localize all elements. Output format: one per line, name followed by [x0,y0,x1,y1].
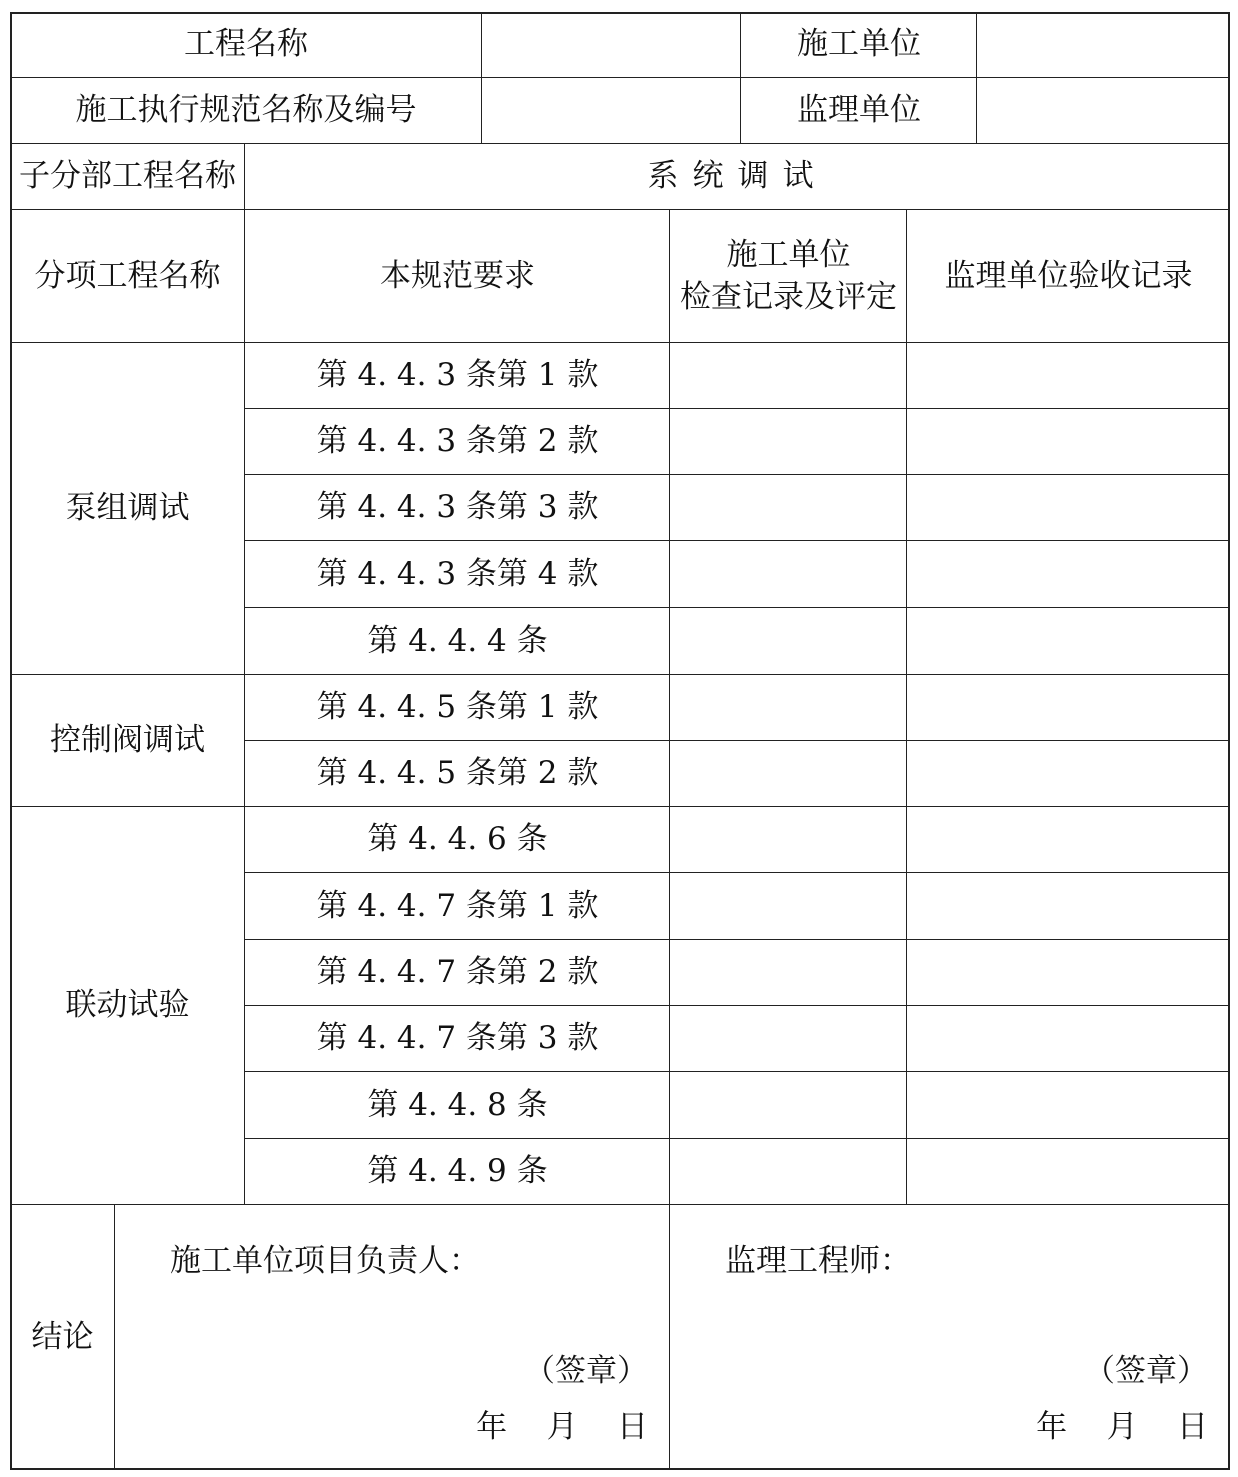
contractor-record-cell[interactable] [670,343,907,409]
sub-division-label: 子分部工程名称 [19,158,236,195]
grid-line [10,342,1230,343]
grid-line [245,872,1230,873]
requirement-cell: 第 4. 4. 3 条第 4 款 [316,555,599,592]
grid-line [10,143,1230,144]
requirement-cell: 第 4. 4. 7 条第 2 款 [316,954,599,991]
grid-line [10,209,1230,210]
supervisor-record-cell[interactable] [907,1072,1230,1139]
column-header-contractor-check-line2: 检查记录及评定 [680,278,897,315]
grid-line [10,77,1230,78]
contractor-seal-label: （签章） [524,1353,648,1389]
supervisor-record-cell[interactable] [907,1139,1230,1205]
column-header-contractor-check [670,210,907,343]
grid-line [114,1205,115,1470]
requirement-cell: 第 4. 4. 7 条第 1 款 [316,887,599,924]
grid-line [10,806,1230,807]
contractor-record-cell[interactable] [670,741,907,807]
requirement-cell: 第 4. 4. 8 条 [367,1086,548,1123]
contractor-record-cell[interactable] [670,675,907,741]
supervisor-record-cell[interactable] [907,940,1230,1006]
supervisor-record-cell[interactable] [907,343,1230,409]
group-name-control-valve: 控制阀调试 [50,722,205,759]
column-header-supervisor-record: 监理单位验收记录 [944,257,1193,294]
contractor-record-cell[interactable] [670,475,907,541]
contractor-signer-label: 施工单位项目负责人： [170,1243,480,1279]
requirement-cell: 第 4. 4. 6 条 [367,821,548,858]
contractor-record-cell[interactable] [670,1072,907,1139]
requirement-cell: 第 4. 4. 7 条第 3 款 [316,1020,599,1057]
grid-line [976,12,977,144]
requirement-cell: 第 4. 4. 4 条 [367,622,548,659]
requirement-cell: 第 4. 4. 3 条第 1 款 [316,357,599,394]
supervisor-record-cell[interactable] [907,475,1230,541]
grid-line [10,1204,1230,1205]
supervisor-record-cell[interactable] [907,675,1230,741]
supervisor-record-cell[interactable] [907,608,1230,675]
contractor-record-cell[interactable] [670,807,907,873]
grid-line [244,144,245,1205]
contractor-date-label: 年 月 日 [476,1409,648,1445]
column-header-item-name: 分项工程名称 [34,257,221,294]
grid-line [245,474,1230,475]
grid-line [10,674,1230,675]
supervisor-value[interactable] [977,78,1230,144]
grid-line [245,607,1230,608]
grid-line [740,12,741,144]
requirement-cell: 第 4. 4. 3 条第 2 款 [316,423,599,460]
contractor-record-cell[interactable] [670,1139,907,1205]
grid-line [245,540,1230,541]
conclusion-label: 结论 [31,1318,94,1355]
spec-value[interactable] [482,78,741,144]
requirement-cell: 第 4. 4. 3 条第 3 款 [316,489,599,526]
contractor-label: 施工单位 [797,26,921,63]
column-header-contractor-check-line1: 施工单位 [726,236,851,273]
contractor-value[interactable] [977,12,1230,78]
requirement-cell: 第 4. 4. 9 条 [367,1153,548,1190]
contractor-record-cell[interactable] [670,940,907,1006]
supervisor-record-cell[interactable] [907,807,1230,873]
project-name-value[interactable] [482,12,741,78]
grid-line [481,12,482,144]
supervisor-seal-label: （签章） [1084,1353,1208,1389]
contractor-record-cell[interactable] [670,873,907,940]
sub-division-value: 系统调试 [647,158,828,195]
contractor-signature-area[interactable] [115,1205,670,1470]
supervisor-record-cell[interactable] [907,409,1230,475]
grid-line [245,408,1230,409]
supervisor-record-cell[interactable] [907,873,1230,940]
contractor-record-cell[interactable] [670,409,907,475]
grid-line [245,1071,1230,1072]
group-name-pump: 泵组调试 [65,490,190,527]
supervisor-record-cell[interactable] [907,1006,1230,1072]
grid-line [245,1005,1230,1006]
contractor-record-cell[interactable] [670,608,907,675]
grid-line [245,1138,1230,1139]
grid-line [245,740,1230,741]
column-header-requirement: 本规范要求 [380,257,535,294]
contractor-record-cell[interactable] [670,1006,907,1072]
requirement-cell: 第 4. 4. 5 条第 1 款 [316,689,599,726]
grid-line [245,939,1230,940]
supervisor-date-label: 年 月 日 [1036,1409,1208,1445]
grid-line [669,210,670,1470]
spec-label: 施工执行规范名称及编号 [75,92,417,129]
supervisor-signer-label: 监理工程师： [725,1243,911,1279]
grid-line [906,210,907,1205]
contractor-record-cell[interactable] [670,541,907,608]
supervisor-signature-area[interactable] [670,1205,1230,1470]
supervisor-record-cell[interactable] [907,541,1230,608]
project-name-label: 工程名称 [184,26,308,63]
group-name-linkage-test: 联动试验 [65,987,190,1024]
supervisor-label: 监理单位 [797,92,921,129]
requirement-cell: 第 4. 4. 5 条第 2 款 [316,755,599,792]
supervisor-record-cell[interactable] [907,741,1230,807]
